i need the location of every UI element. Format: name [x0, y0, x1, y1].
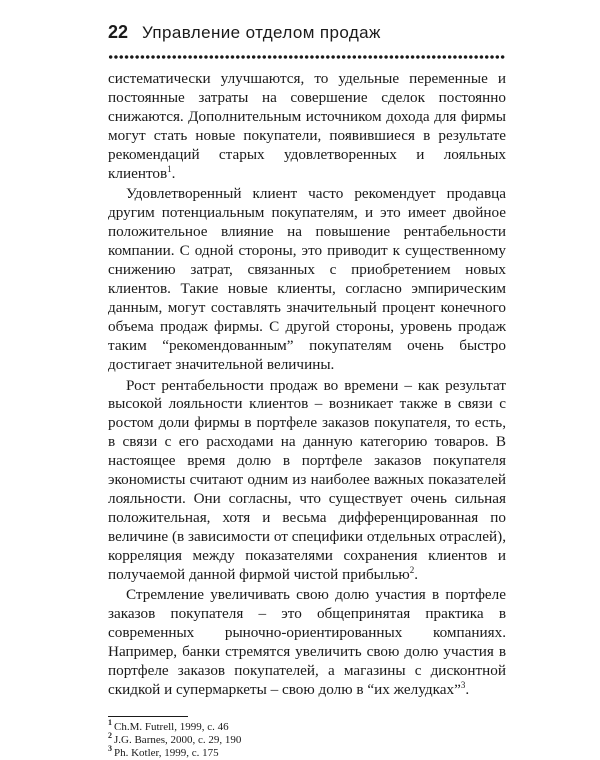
paragraph: систематически улучшаются, то удельные переменные и постоянные затраты на совершение сделок постоянно снижаются. Дополнительным источником дохода для фирмы могут стать новые покупатели, появившиеся в результате рекомендаций старых удовлетворенных и лояльных клиентов$^1$.: [108, 70, 506, 182]
paragraph-text: систематически улучшаются, то удельные переменные и постоянные затраты на совершение сделок постоянно снижаются. Дополнительным источником дохода для фирмы могут стать новые покупатели, появившиеся в результате рекомендаций старых удовлетворенных и лояльных клиентов: [108, 70, 506, 182]
footnote-number: 1: [108, 718, 112, 728]
running-title: Управление отделом продаж: [142, 23, 381, 42]
footnote-ref: 1: [167, 163, 172, 174]
footnote-ref: 2: [409, 564, 415, 575]
page-header: [108, 22, 506, 48]
footnote: [108, 731, 506, 747]
footnote: [108, 718, 506, 734]
body-text: [108, 70, 506, 700]
footnote-text: Ch.M. Futrell, 1999, с. 46: [114, 720, 229, 733]
paragraph: Рост рентабельности продаж во времени – как результат высокой лояльности клиентов – возникает также в связи с ростом доли фирмы в портфеле заказов покупателя, то есть, в связи с его расходами на данную категорию товаров. В настоящее время долю в портфеле заказов покупателя экономисты считают одним из наиболее важных показателей лояльности. Они согласны, что существует очень сильная положительная, хотя и весьма дифференцированная по величине (в зависимости от специфики отдельных отраслей), корреляция между показателями сохранения клиентов и получаемой данной фирмой чистой прибылью$^2$.: [108, 376, 506, 583]
paragraph-text: Стремление увеличивать свою долю участия в портфеле заказов покупателя – это общепринятая практика в современных рыночно-ориентированных компаниях. Например, банки стремятся увеличить свою долю участия в портфеле заказов покупателей, а магазины с дисконтной скидкой и супермаркеты – свою долю в “их желудках”: [108, 586, 506, 698]
book-page: [108, 22, 506, 760]
footnote-text: Ph. Kotler, 1999, с. 175: [114, 746, 219, 759]
footnote-number: 2: [108, 731, 112, 741]
footnote-divider: [108, 716, 188, 717]
footnotes: [108, 718, 506, 760]
paragraph: Стремление увеличивать свою долю участия в портфеле заказов покупателя – это общепринятая практика в современных рыночно-ориентированных компаниях. Например, банки стремятся увеличить свою долю участия в портфеле заказов покупателей, а магазины с дисконтной скидкой и супермаркеты – свою долю в “их желудках”$^3$.: [108, 586, 506, 698]
footnote-ref: 3: [460, 679, 466, 690]
paragraph: [108, 185, 506, 374]
footnote-number: 3: [108, 744, 112, 754]
header-dotted-rule: [108, 54, 506, 60]
paragraph-text: Рост рентабельности продаж во времени – как результат высокой лояльности клиентов – возникает также в связи с ростом доли фирмы в портфеле заказов покупателя, то есть, в связи с его расходами на данную категорию товаров. В настоящее время долю в портфеле заказов покупателя экономисты считают одним из наиболее важных показателей лояльности. Они согласны, что существует очень сильная положительная, хотя и весьма дифференцированная по величине (в зависимости от специфики отдельных отраслей), корреляция между показателями сохранения клиентов и получаемой данной фирмой чистой прибылью: [108, 376, 506, 583]
page-number: 22: [108, 22, 129, 42]
footnote-text: J.G. Barnes, 2000, с. 29, 190: [114, 733, 242, 746]
footnote: [108, 744, 506, 760]
paragraph-text: Удовлетворенный клиент часто рекомендует продавца другим потенциальным покупателям, и это имеет двойное положительное влияние на повышение рентабельности компании. С одной стороны, это приводит к существенному снижению затрат, связанных с приобретением новых клиентов. Такие новые клиенты, согласно эмпирическим данным, могут составлять значительный процент конечного объема продаж фирмы. С другой стороны, уровень продаж таким “рекомендованным” покупателям очень быстро достигает значительной величины.: [108, 185, 506, 373]
